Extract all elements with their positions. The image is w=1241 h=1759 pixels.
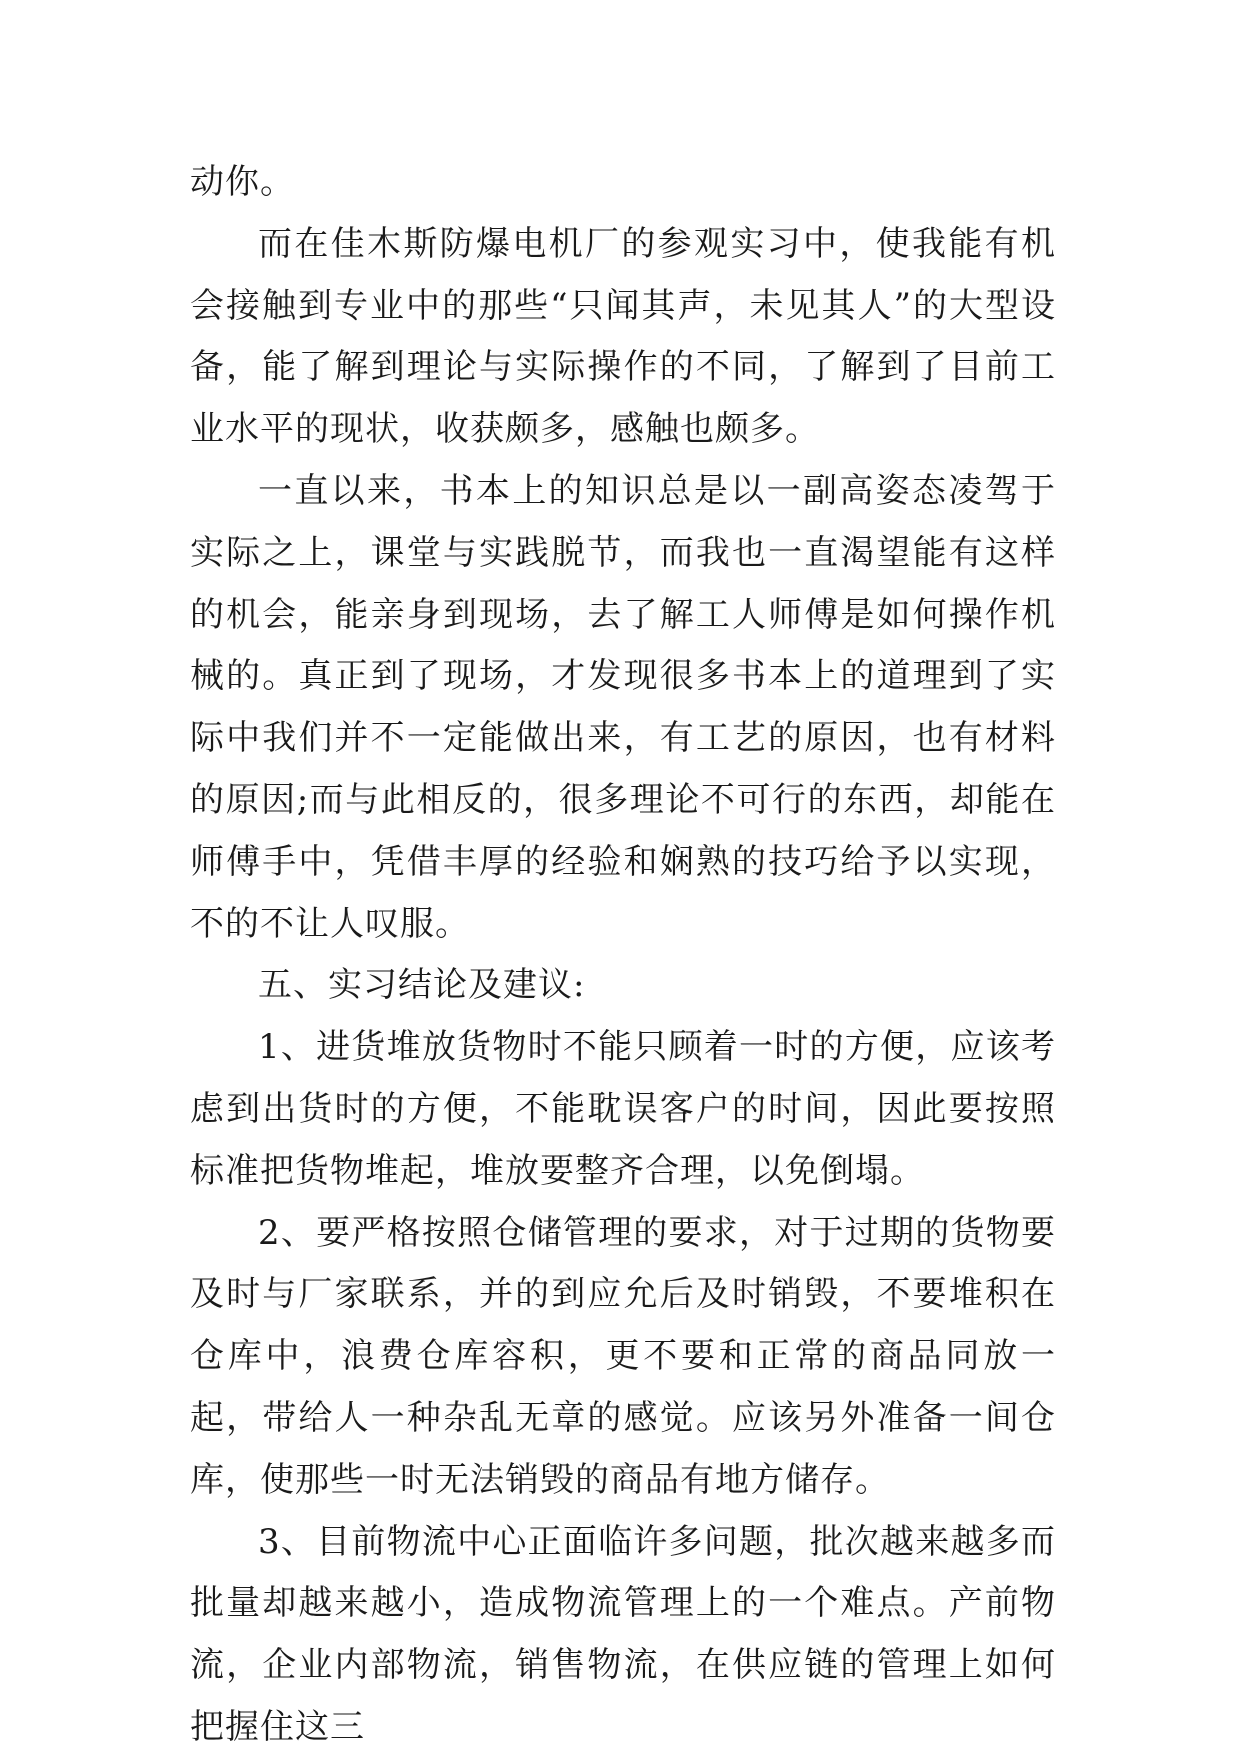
- paragraph-theory-practice: 一直以来，书本上的知识总是以一副高姿态凌驾于实际之上，课堂与实践脱节，而我也一直渴望能有这样的机会，能亲身到现场，去了解工人师傅是如何操作机械的。真正到了现场，才发现很多书本上的道理到了实际中我们并不一定能做出来，有工艺的原因，也有材料的原因;而与此相反的，很多理论不可行的东西，却能在师傅手中，凭借丰厚的经验和娴熟的技巧给予以实现，不的不让人叹服。: [190, 470, 1056, 944]
- paragraph-suggestion-1: 1、进货堆放货物时不能只顾着一时的方便，应该考虑到出货时的方便，不能耽误客户的时间，因此要按照标准把货物堆起，堆放要整齐合理，以免倒塌。: [190, 1027, 1056, 1191]
- paragraph-suggestion-3: 3、目前物流中心正面临许多问题，批次越来越多而批量却越来越小，造成物流管理上的一个难点。产前物流，企业内部物流，销售物流，在供应链的管理上如何把握住这三: [190, 1521, 1056, 1747]
- paragraph-suggestion-2: 2、要严格按照仓储管理的要求，对于过期的货物要及时与厂家联系，并的到应允后及时销毁，不要堆积在仓库中，浪费仓库容积，更不要和正常的商品同放一起，带给人一种杂乱无章的感觉。应该另外准备一间仓库，使那些一时无法销毁的商品有地方储存。: [190, 1212, 1056, 1500]
- body-text: [190, 152, 1056, 1759]
- paragraph-visit-experience: 而在佳木斯防爆电机厂的参观实习中，使我能有机会接触到专业中的那些“只闻其声，未见其人”的大型设备，能了解到理论与实际操作的不同，了解到了目前工业水平的现状，收获颇多，感触也颇多。: [190, 223, 1056, 450]
- section-heading-conclusions: 五、实习结论及建议:: [258, 965, 586, 1006]
- paragraph-continuation: 动你。: [190, 162, 295, 202]
